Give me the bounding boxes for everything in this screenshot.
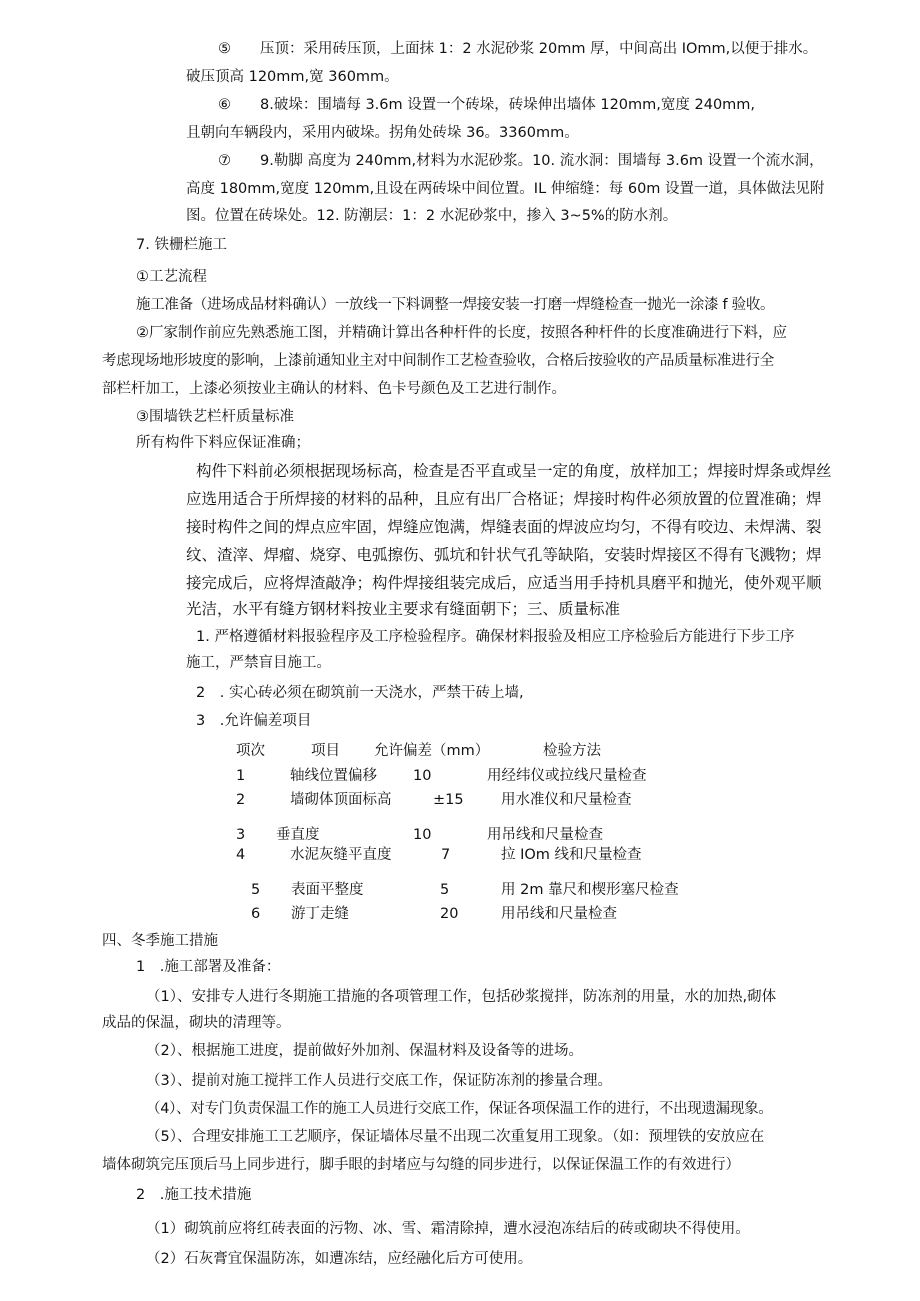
paragraph-line: ⑦ 9.勒脚 高度为 240mm,材料为水泥砂浆。10. 流水洞：围墙每 3.6m 设置一个流水洞， <box>218 153 824 169</box>
paragraph-line: 光洁，水平有缝方钢材料按业主要求有缝面朝下；三、质量标准 <box>186 600 621 618</box>
row-item: 垂直度 <box>276 827 320 843</box>
paragraph-line: 施工准备（进场成品材料确认）一放线一下料调整一焊接安装一打磨一焊缝检查一抛光一涂漆 f 验收。 <box>136 297 775 313</box>
paragraph-line: 破压顶高 120mm,宽 360mm。 <box>186 69 399 85</box>
subsection-heading: 1 .施工部署及准备： <box>136 959 281 975</box>
section-heading: 四、冬季施工措施 <box>102 933 218 949</box>
row-index: 1 <box>236 768 246 784</box>
paragraph-line: 图。位置在砖垛处。12. 防潮层：1：2 水泥砂浆中，掺入 3~5%的防水剂。 <box>186 208 678 224</box>
paragraph-line: （2）石灰膏宜保温防冻，如遭冻结，应经融化后方可使用。 <box>146 1251 533 1267</box>
paragraph-line: 2 . 实心砖必须在砌筑前一天浇水，严禁干砖上墙, <box>196 685 524 701</box>
paragraph-line: ⑥ 8.破垛：围墙每 3.6m 设置一个砖垛，砖垛伸出墙体 120mm,宽度 240mm, <box>218 97 756 113</box>
paragraph-line: 墙体砌筑完压顶后马上同步进行，脚手眼的封堵应与勾缝的同步进行，以保证保温工作的有效进行） <box>102 1157 740 1173</box>
header-index: 项次 <box>236 743 265 759</box>
paragraph-line: 接时构件之间的焊点应牢固，焊缝应饱满，焊缝表面的焊波应均匀，不得有咬边、未焊满、裂 <box>186 518 822 536</box>
paragraph-line: 构件下料前必须根据现场标高，检查是否平直或呈一定的角度，放样加工；焊接时焊条或焊丝 <box>196 462 832 480</box>
paragraph-line: 考虑现场地形坡度的影响，上漆前通知业主对中间制作工艺检查验收，合格后按验收的产品质量标准进行全 <box>102 353 775 369</box>
row-item: 游丁走缝 <box>291 906 349 922</box>
paragraph-line: ⑤ 压顶：采用砖压顶，上面抹 1：2 水泥砂浆 20mm 厚，中间高出 IOmm,以便于排水。 <box>218 41 818 57</box>
row-method: 拉 IOm 线和尺量检查 <box>501 847 642 863</box>
paragraph-line: （5）、合理安排施工工艺顺序，保证墙体尽量不出现二次重复用工现象。（如：预埋铁的安放应在 <box>146 1129 765 1145</box>
row-tolerance: 10 <box>413 827 432 843</box>
row-item: 墙砌体顶面标高 <box>290 792 392 808</box>
subsection-heading: 2 .施工技术措施 <box>136 1187 252 1203</box>
subsection-heading: ③围墙铁艺栏杆质量标准 <box>136 409 294 425</box>
row-item: 轴线位置偏移 <box>290 768 377 784</box>
paragraph-line: 成品的保温，砌块的清理等。 <box>102 1015 291 1031</box>
row-index: 2 <box>236 792 246 808</box>
paragraph-line: 施工，严禁盲目施工。 <box>186 655 331 671</box>
paragraph-line: （1）砌筑前应将红砖表面的污物、冰、雪、霜清除掉，遭水浸泡冻结后的砖或砌块不得使用。 <box>146 1221 750 1237</box>
row-index: 4 <box>236 847 246 863</box>
header-item: 项目 <box>311 743 340 759</box>
row-method: 用吊线和尺量检查 <box>487 827 603 843</box>
paragraph-line: （1）、安排专人进行冬期施工措施的各项管理工作，包括砂浆搅拌，防冻剂的用量，水的加热,砌体 <box>146 989 777 1005</box>
paragraph-line: 3 .允许偏差项目 <box>196 713 312 729</box>
paragraph-line: （3）、提前对施工搅拌工作人员进行交底工作，保证防冻剂的掺量合理。 <box>146 1073 612 1089</box>
row-method: 用水准仪和尺量检查 <box>501 792 632 808</box>
row-item: 表面平整度 <box>291 882 364 898</box>
header-method: 检验方法 <box>543 743 601 759</box>
row-tolerance: 5 <box>440 882 450 898</box>
paragraph-line: （4）、对专门负责保温工作的施工人员进行交底工作，保证各项保温工作的进行，不出现遗漏现象。 <box>146 1101 773 1117</box>
row-index: 3 <box>236 827 246 843</box>
row-tolerance: 7 <box>441 847 451 863</box>
paragraph-line: 纹、渣滓、焊瘤、烧穿、电弧擦伤、弧坑和针状气孔等缺陷，安装时焊接区不得有飞溅物；焊 <box>186 546 822 564</box>
subsection-heading: ①工艺流程 <box>136 269 207 285</box>
paragraph-line: ②厂家制作前应先熟悉施工图，并精确计算出各种杆件的长度，按照各种杆件的长度准确进行下料，应 <box>136 325 787 341</box>
paragraph-line: 应选用适合于所焊接的材料的品种，且应有出厂合格证；焊接时构件必须放置的位置准确；焊 <box>186 490 822 508</box>
section-heading: 7. 铁栅栏施工 <box>136 237 227 253</box>
row-method: 用吊线和尺量检查 <box>501 906 617 922</box>
row-tolerance: 10 <box>413 768 432 784</box>
row-tolerance: ±15 <box>433 792 464 808</box>
paragraph-line: 1. 严格遵循材料报验程序及工序检验程序。确保材料报验及相应工序检验后方能进行下步工序 <box>196 629 795 645</box>
header-tolerance: 允许偏差（mm） <box>374 743 490 759</box>
row-tolerance: 20 <box>440 906 459 922</box>
row-item: 水泥灰缝平直度 <box>290 847 392 863</box>
paragraph-line: （2）、根据施工进度，提前做好外加剂、保温材料及设备等的进场。 <box>146 1043 583 1059</box>
row-method: 用 2m 靠尺和楔形塞尺检查 <box>501 882 679 898</box>
paragraph-line: 且朝向车辆段内，采用内破垛。拐角处砖垛 36。3360mm。 <box>186 125 579 141</box>
paragraph-line: 所有构件下料应保证准确； <box>136 435 310 451</box>
paragraph-line: 接完成后，应将焊渣敲净；构件焊接组装完成后，应适当用手持机具磨平和抛光，使外观平顺 <box>186 574 822 592</box>
row-index: 5 <box>251 882 261 898</box>
paragraph-line: 高度 180mm,宽度 120mm,且设在两砖垛中间位置。IL 伸缩缝：每 60m 设置一道，具体做法见附 <box>186 181 825 197</box>
paragraph-line: 部栏杆加工，上漆必须按业主确认的材料、色卡号颜色及工艺进行制作。 <box>102 381 566 397</box>
row-method: 用经纬仪或拉线尺量检查 <box>487 768 647 784</box>
row-index: 6 <box>251 906 261 922</box>
